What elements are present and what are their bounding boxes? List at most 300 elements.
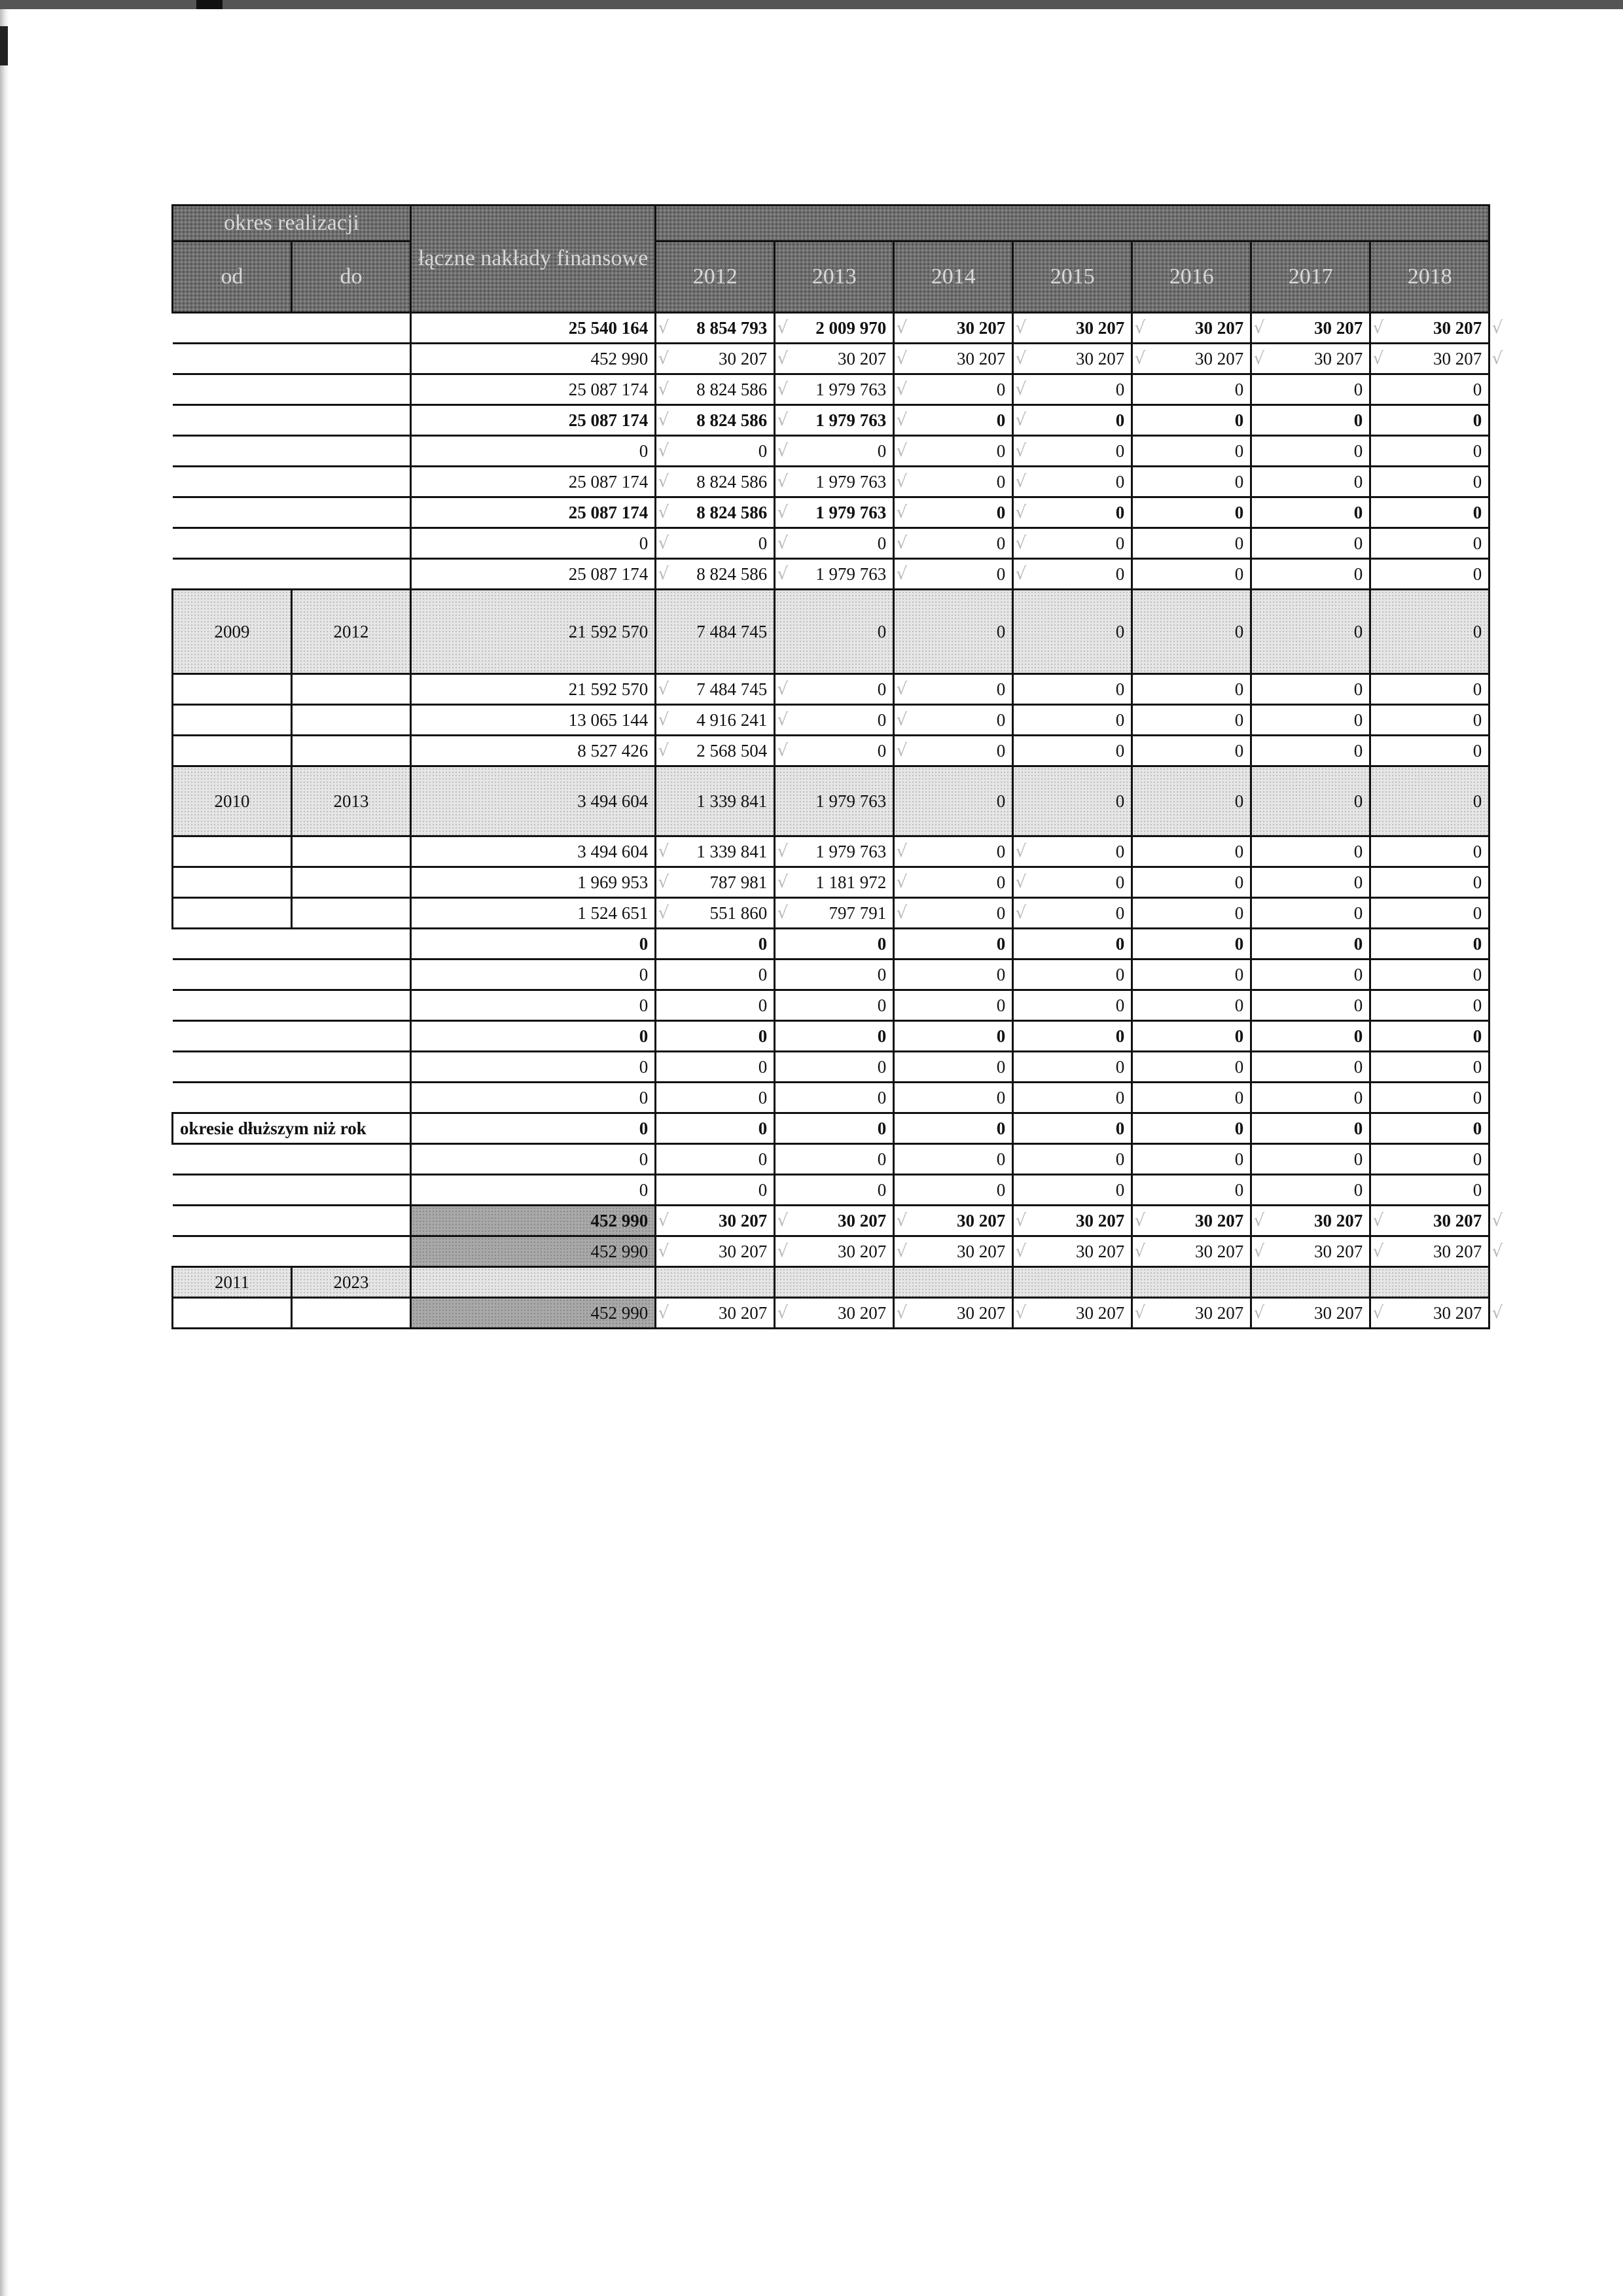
- year-value: 30 207: [718, 1241, 768, 1261]
- year-value-cell: [894, 405, 1027, 436]
- year-value-cell: [1251, 1052, 1370, 1083]
- check-mark-icon: √: [1015, 503, 1027, 522]
- period-to-cell: [292, 559, 411, 590]
- check-mark-icon: √: [1015, 472, 1027, 492]
- scan-edge-left: [0, 9, 9, 2296]
- year-value: 0: [758, 1179, 768, 1200]
- period-from-cell: [173, 929, 292, 960]
- year-value: 0: [1353, 872, 1363, 892]
- period-to-cell: [292, 1298, 411, 1329]
- year-value-cell: [1013, 497, 1132, 528]
- year-value: 30 207: [1075, 1210, 1125, 1230]
- year-value: 0: [1234, 1149, 1244, 1169]
- year-value: 0: [1353, 1149, 1363, 1169]
- check-mark-icon: √: [1015, 1242, 1027, 1261]
- year-value-cell: [1013, 1175, 1132, 1206]
- year-value-cell: [1251, 898, 1370, 929]
- total-value: 0: [639, 1179, 649, 1200]
- table-row: [173, 766, 1489, 836]
- total-cell: [411, 1083, 656, 1113]
- year-value-cell: [1132, 1236, 1265, 1267]
- year-value: 0: [1234, 621, 1244, 641]
- year-value-cell: [1013, 1267, 1132, 1298]
- check-mark-icon: √: [777, 710, 789, 730]
- year-value-cell: [1370, 766, 1489, 836]
- period-from-cell: [173, 705, 292, 736]
- check-mark-icon: √: [1015, 564, 1027, 584]
- period-header: okres realizacji: [173, 206, 411, 242]
- check-mark-icon: √: [658, 503, 669, 522]
- year-value-cell: [775, 436, 908, 467]
- year-value-cell: [1251, 467, 1370, 497]
- check-mark-icon: √: [1372, 1211, 1384, 1230]
- year-value: 0: [996, 1026, 1006, 1046]
- year-value: 0: [1234, 1087, 1244, 1107]
- year-value: 30 207: [1194, 317, 1244, 338]
- period-from-cell: [173, 836, 292, 867]
- year-value: 8 854 793: [696, 317, 768, 338]
- year-value-cell: [656, 1083, 775, 1113]
- period-to-cell: [292, 898, 411, 929]
- year-value: 0: [1472, 471, 1482, 492]
- total-header: łączne nakłady finansowe: [411, 206, 656, 313]
- check-mark-icon: √: [896, 710, 908, 730]
- year-value-cell: [1132, 436, 1251, 467]
- year-value-cell: [1013, 898, 1132, 929]
- year-value: 1 979 763: [815, 379, 887, 399]
- total-cell: [411, 705, 669, 736]
- year-value: 0: [996, 621, 1006, 641]
- financial-table-wrap: [171, 204, 1503, 1329]
- year-value-cell: [1370, 467, 1489, 497]
- year-value-cell: [1132, 467, 1251, 497]
- year-value: 0: [1353, 1179, 1363, 1200]
- check-mark-icon: √: [777, 741, 789, 761]
- check-mark-icon: √: [896, 380, 908, 399]
- year-value-cell: [1370, 559, 1489, 590]
- table-row: [173, 836, 1489, 867]
- year-value-cell: [656, 313, 789, 344]
- year-value: 797 791: [829, 903, 887, 923]
- total-cell: [411, 1144, 656, 1175]
- check-mark-icon: √: [1372, 1242, 1384, 1261]
- table-row: [173, 559, 1489, 590]
- check-mark-icon: √: [658, 472, 669, 492]
- year-value: 0: [758, 1056, 768, 1077]
- total-cell: [411, 497, 669, 528]
- year-value: 0: [1234, 1056, 1244, 1077]
- year-value-cell: [1370, 705, 1489, 736]
- year-value-cell: [1132, 1267, 1251, 1298]
- total-cell: [411, 1113, 656, 1144]
- year-value: 0: [1353, 740, 1363, 761]
- year-value: 0: [1234, 679, 1244, 699]
- year-value-cell: [1132, 736, 1251, 766]
- check-mark-icon: √: [896, 741, 908, 761]
- check-mark-icon: √: [1015, 533, 1027, 553]
- year-value-cell: [1370, 1083, 1489, 1113]
- year-value: 0: [1115, 1179, 1125, 1200]
- total-value: 3 494 604: [577, 791, 649, 811]
- year-value: 0: [877, 440, 887, 461]
- table-row: [173, 590, 1489, 674]
- year-value-cell: [894, 990, 1013, 1021]
- year-value-cell: [656, 405, 789, 436]
- year-value-cell: [656, 705, 789, 736]
- period-from-cell: [173, 736, 292, 766]
- period-from-cell: [173, 1083, 292, 1113]
- total-value: 25 087 174: [568, 564, 649, 584]
- total-value: 452 990: [590, 1302, 649, 1323]
- year-value-cell: [1013, 990, 1132, 1021]
- year-value: 0: [1353, 379, 1363, 399]
- year-value: 30 207: [956, 1210, 1006, 1230]
- period-from-cell: [173, 1236, 292, 1267]
- total-value: 0: [639, 1087, 649, 1107]
- total-value: 0: [639, 964, 649, 984]
- period-to-cell: [292, 344, 411, 374]
- year-value: 0: [1353, 995, 1363, 1015]
- year-value-cell: [1370, 497, 1489, 528]
- year-value: 0: [758, 1149, 768, 1169]
- year-value: 0: [996, 1087, 1006, 1107]
- year-value: 0: [996, 1149, 1006, 1169]
- year-value: 30 207: [837, 1210, 887, 1230]
- period-to-cell: [292, 1021, 411, 1052]
- check-mark-icon: √: [777, 441, 789, 461]
- year-value: 0: [1115, 841, 1125, 861]
- year-header: 2016: [1132, 242, 1251, 313]
- total-cell: [411, 344, 669, 374]
- period-from-cell: [173, 559, 292, 590]
- period-from-cell: 2009: [173, 590, 292, 674]
- year-value: 0: [758, 995, 768, 1015]
- period-to-cell: [292, 736, 411, 766]
- year-value-cell: [775, 1144, 894, 1175]
- scan-edge-top: [0, 0, 1623, 9]
- table-row: [173, 736, 1489, 766]
- check-mark-icon: √: [1134, 1242, 1146, 1261]
- year-value: 0: [1115, 679, 1125, 699]
- year-value: 0: [996, 1118, 1006, 1138]
- year-value: 0: [1353, 564, 1363, 584]
- year-value: 0: [996, 964, 1006, 984]
- year-value: 0: [1472, 933, 1482, 954]
- period-to-cell: [292, 1236, 411, 1267]
- total-cell: [411, 1175, 656, 1206]
- table-row: [173, 1021, 1489, 1052]
- year-value: 0: [1234, 1118, 1244, 1138]
- year-value-cell: [1251, 736, 1370, 766]
- year-value-cell: [775, 960, 894, 990]
- year-value-cell: [1370, 929, 1489, 960]
- year-value-cell: [656, 436, 789, 467]
- table-row: [173, 1175, 1489, 1206]
- year-value: 0: [996, 903, 1006, 923]
- year-value: 30 207: [837, 1302, 887, 1323]
- year-value-cell: [775, 736, 908, 766]
- year-value: 0: [1234, 410, 1244, 430]
- table-row: [173, 313, 1489, 344]
- year-value: 0: [1115, 379, 1125, 399]
- year-value: 0: [877, 621, 887, 641]
- year-value-cell: [1013, 960, 1132, 990]
- year-value: 0: [1234, 872, 1244, 892]
- year-value-cell: [656, 1021, 775, 1052]
- check-mark-icon: √: [777, 380, 789, 399]
- check-mark-icon: √: [777, 318, 789, 338]
- year-value-cell: [894, 1083, 1013, 1113]
- total-cell: [411, 674, 669, 705]
- table-row: [173, 1052, 1489, 1083]
- period-to-cell: [292, 313, 411, 344]
- year-value-cell: [1251, 836, 1370, 867]
- year-value: 0: [877, 964, 887, 984]
- check-mark-icon: √: [896, 410, 908, 430]
- year-value: 0: [1234, 995, 1244, 1015]
- check-mark-icon: √: [896, 679, 908, 699]
- check-mark-icon: √: [1253, 1303, 1265, 1323]
- period-to-cell: [292, 1052, 411, 1083]
- year-value-cell: [1370, 313, 1503, 344]
- year-value-cell: [894, 1236, 1027, 1267]
- year-value-cell: [775, 1175, 894, 1206]
- period-to-cell: [292, 1144, 411, 1175]
- year-value: 0: [1115, 533, 1125, 553]
- year-value: 0: [1115, 1118, 1125, 1138]
- year-value-cell: [1013, 1021, 1132, 1052]
- year-value: 30 207: [1313, 317, 1363, 338]
- year-value-cell: [894, 313, 1027, 344]
- total-cell: [411, 867, 669, 898]
- period-from-cell: [173, 528, 292, 559]
- check-mark-icon: √: [658, 903, 669, 923]
- year-value-cell: [1013, 559, 1132, 590]
- year-value-cell: [1013, 405, 1132, 436]
- year-value: 8 824 586: [696, 564, 768, 584]
- year-value: 1 979 763: [815, 502, 887, 522]
- year-value-cell: [1370, 836, 1489, 867]
- total-cell: [411, 1298, 669, 1329]
- year-value-cell: [1251, 990, 1370, 1021]
- year-value-cell: [1132, 1175, 1251, 1206]
- check-mark-icon: √: [896, 441, 908, 461]
- period-from-cell: [173, 405, 292, 436]
- check-mark-icon: √: [777, 533, 789, 553]
- year-value: 0: [1234, 440, 1244, 461]
- year-value: 0: [1115, 903, 1125, 923]
- year-value-cell: [894, 559, 1027, 590]
- year-value-cell: [894, 960, 1013, 990]
- year-value-cell: [775, 867, 908, 898]
- year-value: 30 207: [1194, 1241, 1244, 1261]
- check-mark-icon: √: [896, 903, 908, 923]
- year-value-cell: [894, 674, 1013, 705]
- year-value-cell: [1132, 1298, 1265, 1329]
- year-value-cell: [894, 836, 1027, 867]
- period-from-cell: [173, 1206, 292, 1236]
- year-value: 0: [996, 933, 1006, 954]
- year-value: 30 207: [1075, 348, 1125, 368]
- year-value-cell: [1132, 929, 1251, 960]
- year-value: 30 207: [1313, 1302, 1363, 1323]
- year-value-cell: [1251, 766, 1370, 836]
- year-value-cell: [1251, 705, 1370, 736]
- year-value-cell: [894, 374, 1027, 405]
- total-cell: [411, 836, 669, 867]
- year-value-cell: [894, 1113, 1013, 1144]
- year-value-cell: [894, 1144, 1013, 1175]
- year-value: 1 181 972: [815, 872, 887, 892]
- year-value: 30 207: [1433, 1210, 1482, 1230]
- total-value: 25 087 174: [568, 379, 649, 399]
- year-value-cell: [656, 960, 775, 990]
- year-value-cell: [1370, 960, 1489, 990]
- period-to-cell: [292, 1175, 411, 1206]
- year-value: 0: [996, 1056, 1006, 1077]
- check-mark-icon: √: [1015, 1211, 1027, 1230]
- period-from-cell: [173, 990, 292, 1021]
- year-value: 0: [1472, 1179, 1482, 1200]
- year-value: 0: [877, 1179, 887, 1200]
- check-mark-icon: √: [777, 1303, 789, 1323]
- total-cell: [411, 467, 669, 497]
- year-value: 0: [996, 533, 1006, 553]
- financial-table: [171, 204, 1503, 1329]
- period-from-cell: 2010: [173, 766, 292, 836]
- year-value: 0: [1234, 379, 1244, 399]
- check-mark-icon: √: [658, 710, 669, 730]
- year-value: 2 568 504: [696, 740, 768, 761]
- year-value-cell: [1013, 1206, 1146, 1236]
- check-mark-icon: √: [777, 349, 789, 368]
- year-value-cell: [1251, 405, 1370, 436]
- check-mark-icon: √: [1491, 349, 1503, 368]
- year-value-cell: [1132, 960, 1251, 990]
- period-to-cell: [292, 436, 411, 467]
- year-value: 30 207: [837, 1241, 887, 1261]
- year-value: 0: [1472, 410, 1482, 430]
- check-mark-icon: √: [658, 564, 669, 584]
- year-header: 2012: [656, 242, 775, 313]
- check-mark-icon: √: [777, 1211, 789, 1230]
- year-value-cell: [775, 674, 908, 705]
- year-value: 0: [1115, 502, 1125, 522]
- period-from-cell: [173, 1144, 292, 1175]
- total-cell: [411, 1206, 669, 1236]
- year-value: 0: [1353, 440, 1363, 461]
- year-value: 0: [1115, 995, 1125, 1015]
- year-value: 0: [877, 995, 887, 1015]
- year-value-cell: [1251, 497, 1370, 528]
- year-header: 2014: [894, 242, 1013, 313]
- table-row: [173, 528, 1489, 559]
- year-value-cell: [775, 1298, 908, 1329]
- total-value: 0: [639, 933, 649, 954]
- year-value-cell: [894, 898, 1027, 929]
- year-value: 0: [1115, 709, 1125, 730]
- year-value: 0: [1472, 533, 1482, 553]
- year-value-cell: [1370, 898, 1489, 929]
- total-value: 25 540 164: [568, 317, 649, 338]
- check-mark-icon: √: [777, 872, 789, 892]
- year-value-cell: [1013, 436, 1132, 467]
- year-value: 0: [1234, 933, 1244, 954]
- total-value: 8 527 426: [577, 740, 649, 761]
- year-value: 0: [1353, 410, 1363, 430]
- year-value-cell: [1251, 674, 1370, 705]
- year-value: 0: [1472, 872, 1482, 892]
- year-header: 2017: [1251, 242, 1370, 313]
- table-row: [173, 405, 1489, 436]
- period-from-cell: [173, 467, 292, 497]
- year-value: 30 207: [1313, 348, 1363, 368]
- year-value-cell: [894, 929, 1013, 960]
- year-value: 0: [877, 1118, 887, 1138]
- year-value: 0: [1234, 1026, 1244, 1046]
- year-value: 2 009 970: [815, 317, 887, 338]
- year-value: 1 339 841: [696, 841, 768, 861]
- year-value-cell: [894, 1021, 1013, 1052]
- year-value: 30 207: [1075, 1241, 1125, 1261]
- year-value-cell: [1251, 374, 1370, 405]
- year-value-cell: [894, 736, 1013, 766]
- year-value: 0: [1472, 995, 1482, 1015]
- year-value-cell: [1251, 1175, 1370, 1206]
- table-row: [173, 990, 1489, 1021]
- year-value: 0: [1353, 933, 1363, 954]
- year-value-cell: [1251, 528, 1370, 559]
- total-value: 452 990: [590, 348, 649, 368]
- year-value: 0: [1472, 791, 1482, 811]
- table-row: [173, 344, 1489, 374]
- check-mark-icon: √: [1015, 410, 1027, 430]
- total-value: 0: [639, 1026, 649, 1046]
- year-value: 1 979 763: [815, 564, 887, 584]
- year-header: 2015: [1013, 242, 1132, 313]
- year-value: 0: [1353, 1087, 1363, 1107]
- year-value-cell: [775, 313, 908, 344]
- year-value-cell: [656, 344, 789, 374]
- year-value-cell: [775, 405, 908, 436]
- year-value: 0: [1353, 1026, 1363, 1046]
- year-value-cell: [1370, 528, 1489, 559]
- year-value: 0: [1353, 841, 1363, 861]
- year-value-cell: [894, 497, 1027, 528]
- year-value: 0: [1472, 502, 1482, 522]
- year-value-cell: [1251, 1113, 1370, 1144]
- year-value: 0: [1115, 440, 1125, 461]
- year-value: 0: [996, 379, 1006, 399]
- total-cell: [411, 436, 669, 467]
- period-to-cell: 2023: [292, 1267, 411, 1298]
- year-value: 30 207: [718, 1302, 768, 1323]
- year-value-cell: [894, 344, 1027, 374]
- year-value: 0: [758, 1118, 768, 1138]
- total-value: 21 592 570: [568, 621, 649, 641]
- year-value-cell: [1251, 1206, 1384, 1236]
- year-value: 8 824 586: [696, 379, 768, 399]
- total-cell: [411, 1267, 656, 1298]
- year-value-cell: [656, 1052, 775, 1083]
- year-value: 7 484 745: [696, 621, 768, 641]
- year-value: 0: [1234, 502, 1244, 522]
- period-from-cell: [173, 436, 292, 467]
- years-header-band: [656, 206, 1489, 242]
- year-value-cell: [656, 1298, 789, 1329]
- year-value: 0: [1234, 709, 1244, 730]
- table-row: [173, 1236, 1489, 1267]
